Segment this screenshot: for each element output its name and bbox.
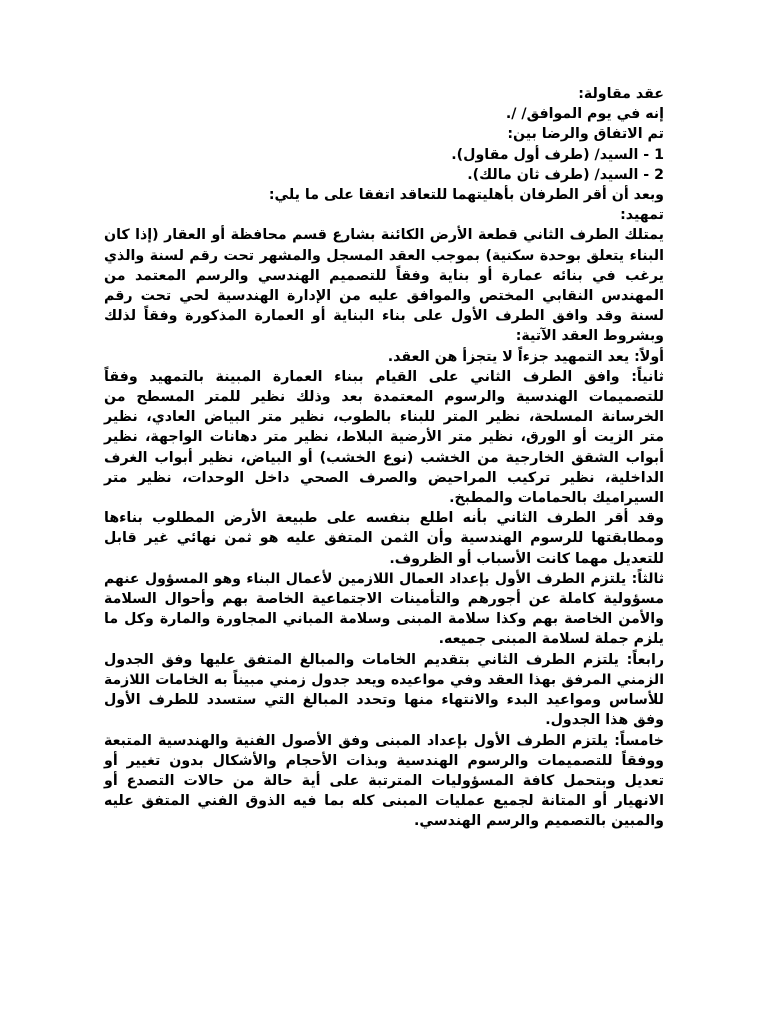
document-line: تمهيد: <box>620 207 664 224</box>
document-line: الخرسانة المسلحة، نظير المتر للبناء بالطوب، نظير متر البياض العادي، نظير <box>104 409 664 426</box>
document-line: وقد أقر الطرف الثاني بأنه اطلع بنفسه على طبيعة الأرض المطلوب بناءها <box>104 510 664 527</box>
document-line: إنه في يوم الموافق/ /. <box>505 106 664 123</box>
document-line: متر الزيت أو الورق، نظير متر الأرضية البلاط، نظير متر دهانات الواجهة، نظير <box>104 429 664 446</box>
document-line: للأساس ومواعيد البدء والانتهاء منها وتحدد المبالغ التي ستسدد للطرف الأول <box>104 692 664 709</box>
document-line: والأمن الخاصة بهم وكذا سلامة المبنى وسلامة المباني المجاورة والمارة وكل ما <box>104 611 664 628</box>
document-line: لسنة وقد وافق الطرف الأول على بناء البناية أو العمارة المذكورة وفقاً لذلك <box>104 308 664 325</box>
document-line: وفق هذا الجدول. <box>545 712 664 729</box>
document-line: خامساً: يلتزم الطرف الأول بإعداد المبنى وفق الأصول الفنية والهندسية المتبعة <box>104 732 664 749</box>
document-line: ثالثاً: يلتزم الطرف الأول بإعداد العمال اللازمين لأعمال البناء وهو المسؤول عنهم <box>104 570 664 587</box>
document-line: السيراميك بالحمامات والمطبخ. <box>449 490 664 507</box>
document-line: البناء يتعلق بوحدة سكنية) بموجب العقد المسجل والمشهر تحت رقم لسنة والذي <box>104 247 664 264</box>
document-line: الداخلية، نظير تركيب المراحيض والصرف الصحي داخل الوحدات، نظير متر <box>104 469 664 486</box>
document-line: وبشروط العقد الآتية: <box>515 328 664 345</box>
document-line: أبواب الشقق الخارجية من الخشب (نوع الخشب) أو البياض، نظير أبواب الغرف <box>104 449 664 466</box>
document-line: يلزم جملة لسلامة المبنى جميعه. <box>438 631 664 648</box>
document-line: يرغب في بنائه عمارة أو بناية وفقاً للتصميم الهندسي والرسم المعتمد من <box>104 267 664 284</box>
document-line: 2 - السيد/ (طرف ثان مالك). <box>467 166 664 183</box>
document-line: والمبين بالتصميم والرسم الهندسي. <box>413 813 664 830</box>
document-line: يمتلك الطرف الثاني قطعة الأرض الكائنة بشارع قسم محافظة أو العقار (إذا كان <box>104 227 664 244</box>
document-line: أولاً: يعد التمهيد جزءاً لا يتجزأ هن العقد. <box>387 348 664 365</box>
document-line: 1 - السيد/ (طرف أول مقاول). <box>451 146 664 163</box>
document-line: رابعاً: يلتزم الطرف الثاني بتقديم الخامات والمبالغ المتفق عليها وفق الجدول <box>104 651 664 668</box>
document-line: مسؤولية كاملة عن أجورهم والتأمينات الاجتماعية الخاصة بهم وأحوال السلامة <box>104 591 664 608</box>
document-line: للتصميمات الهندسية والرسوم المعتمدة بعد وذلك نظير للمتر المسطح من <box>104 389 664 406</box>
document-line: للتعديل مهما كانت الأسباب أو الظروف. <box>389 550 664 567</box>
document-line: ووفقاً للتصميمات والرسوم الهندسية وبذات الأحجام والأشكال بدون تغيير أو <box>104 752 664 769</box>
document-line: ومطابقتها للرسوم الهندسية وأن الثمن المتفق عليه هو ثمن نهائي غير قابل <box>104 530 664 547</box>
contract-document <box>104 84 664 832</box>
document-line: الانهيار أو المتانة لجميع عمليات المبنى كله بما فيه الذوق الفني المتفق عليه <box>104 793 664 810</box>
document-line: تم الاتفاق والرضا بين: <box>507 126 664 143</box>
document-line: المهندس النقابي المختص والموافق عليه من الإدارة الهندسية لحي تحت رقم <box>104 288 664 305</box>
document-line: وبعد أن أقر الطرفان بأهليتهما للتعاقد اتفقا على ما يلي: <box>268 187 664 204</box>
document-line: عقد مقاولة: <box>578 86 664 102</box>
document-line: الزمني المرفق بهذا العقد وفي مواعيده ويعد جدول زمني مبيناً به الخامات اللازمة <box>104 671 664 688</box>
document-line: ثانياً: وافق الطرف الثاني على القيام ببناء العمارة المبينة بالتمهيد وفقاً <box>104 368 664 385</box>
document-line: تعديل وبتحمل كافة المسؤوليات المترتبة على أية حالة من حالات التصدع أو <box>104 772 664 789</box>
